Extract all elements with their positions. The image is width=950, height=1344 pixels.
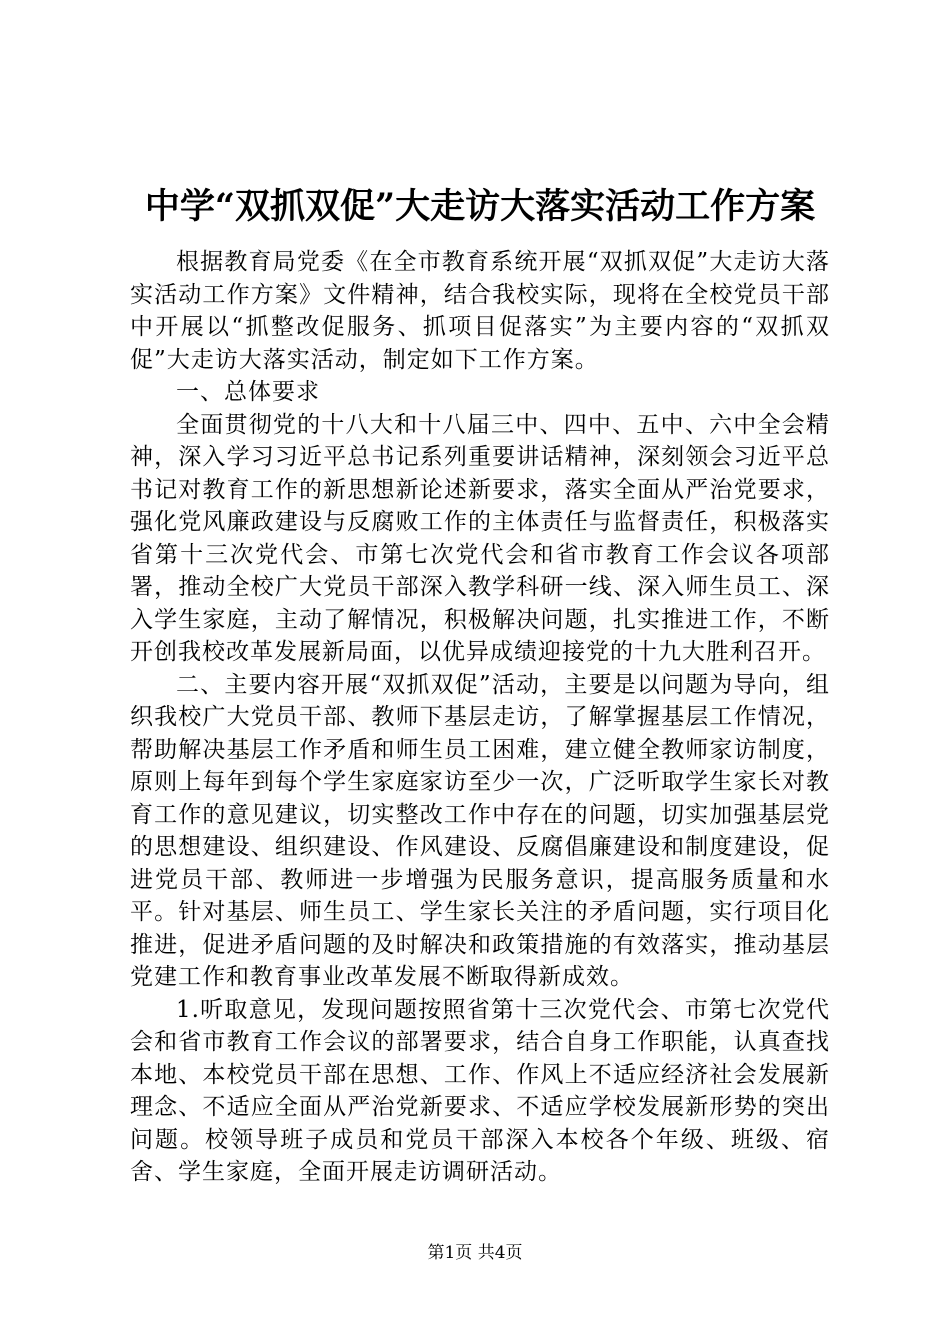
paragraph-item-1: 1.听取意见，发现问题按照省第十三次党代会、市第七次党代会和省市教育工作会议的部署要求，结合自身工作职能，认真查找本地、本校党员干部在思想、工作、作风上不适应经济社会发展新理念、不适应全面从严治党新要求、不适应学校发展新形势的突出问题。校领导班子成员和党员干部深入本校各个年级、班级、宿舍、学生家庭，全面开展走访调研活动。 (130, 996, 830, 1185)
section-heading-general-requirements: 一、总体要求 (176, 379, 320, 405)
paragraph-intro: 根据教育局党委《在全市教育系统开展“双抓双促”大走访大落实活动工作方案》文件精神，结合我校实际，现将在全校党员干部中开展以“抓整改促服务、抓项目促落实”为主要内容的“双抓双促”大走访大落实活动，制定如下工作方案。 (130, 249, 830, 373)
document-title: 中学“双抓双促”大走访大落实活动工作方案 (144, 186, 816, 227)
page-footer: 第1页 共4页 (427, 1243, 523, 1263)
paragraph-main-content: 二、主要内容开展“双抓双促”活动，主要是以问题为导向，组织我校广大党员干部、教师下基层走访，了解掌握基层工作情况，帮助解决基层工作矛盾和师生员工困难，建立健全教师家访制度，原则上每年到每个学生家庭家访至少一次，广泛听取学生家长对教育工作的意见建议，切实整改工作中存在的问题，切实加强基层党的思想建设、组织建设、作风建设、反腐倡廉建设和制度建设，促进党员干部、教师进一步增强为民服务意识，提高服务质量和水平。针对基层、师生员工、学生家长关注的矛盾问题，实行项目化推进，促进矛盾问题的及时解决和政策措施的有效落实，推动基层党建工作和教育事业改革发展不断取得新成效。 (130, 671, 830, 990)
paragraph-general-requirements: 全面贯彻党的十八大和十八届三中、四中、五中、六中全会精神，深入学习习近平总书记系列重要讲话精神，深刻领会习近平总书记对教育工作的新思想新论述新要求，落实全面从严治党要求，强化党风廉政建设与反腐败工作的主体责任与监督责任，积极落实省第十三次党代会、市第七次党代会和省市教育工作会议各项部署，推动全校广大党员干部深入教学科研一线、深入师生员工、深入学生家庭，主动了解情况，积极解决问题，扎实推进工作，不断开创我校改革发展新局面，以优异成绩迎接党的十九大胜利召开。 (130, 411, 830, 665)
document-body (130, 178, 830, 1189)
